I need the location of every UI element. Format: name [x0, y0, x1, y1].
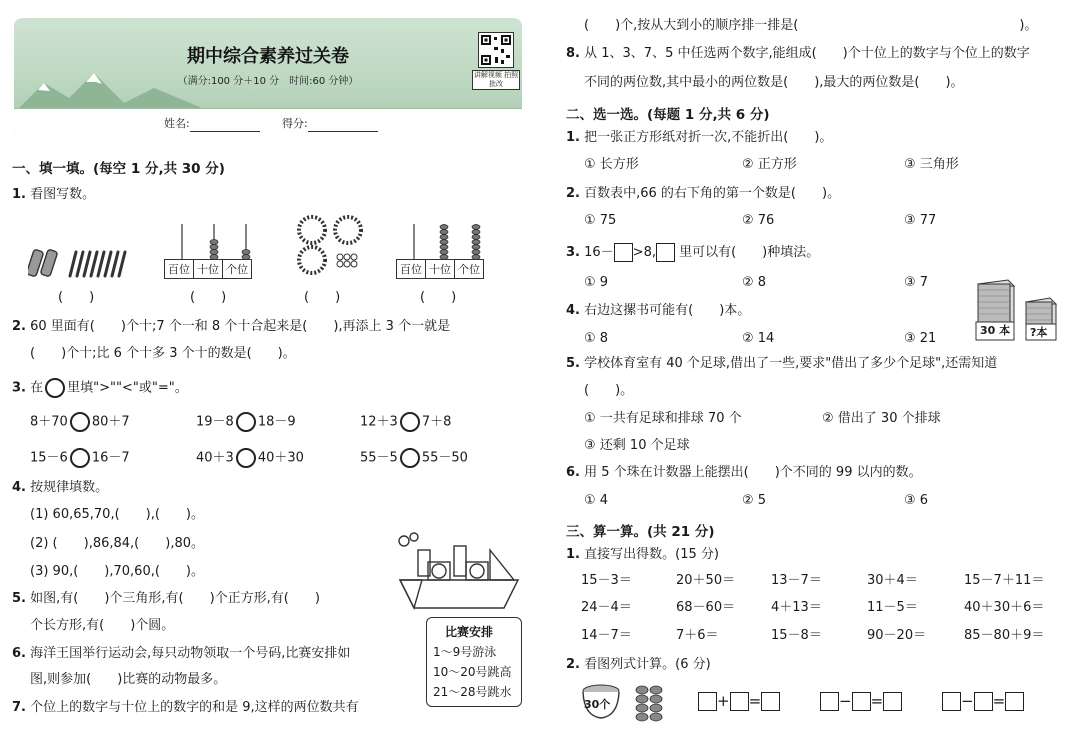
choice-5-line1: 5. 学校体育室有 40 个足球,借出了一些,要求"借出了多少个足球",还需知道 [566, 356, 998, 371]
blank-box[interactable] [614, 243, 633, 262]
competition-schedule-box [426, 617, 522, 707]
equation-1[interactable]: + = [698, 692, 780, 711]
bead-rings-icon [294, 212, 374, 276]
calc-item[interactable]: 7＋6＝ [676, 628, 719, 643]
exam-title: 期中综合素养过关卷 [187, 46, 349, 67]
hundreds-label: 百位 [397, 260, 426, 278]
calc-item[interactable]: 13－7＝ [771, 573, 822, 588]
choice-1-option-c[interactable]: ③ 三角形 [904, 157, 959, 172]
question-1: 1. 看图写数。 [12, 187, 96, 202]
choice-5-option-c[interactable]: ③ 还剩 10 个足球 [584, 438, 690, 453]
section-2-title: 二、选一选。(每题 1 分,共 6 分) [566, 107, 770, 123]
calc-item[interactable]: 24－4＝ [581, 600, 632, 615]
calc-item[interactable]: 15－8＝ [771, 628, 822, 643]
place-value-table-1 [164, 259, 252, 279]
question-2-line1: 2. 60 里面有( )个十;7 个一和 8 个十合起来是( ),再添上 3 个一就是 [12, 319, 451, 334]
calc-question-2: 2. 看图列式计算。(6 分) [566, 657, 711, 672]
name-field[interactable] [164, 116, 260, 132]
qr-caption: 讲解视频 拍照批改 [473, 71, 519, 88]
choice-6-option-a[interactable]: ① 4 [584, 493, 609, 508]
abacus-1-icon [166, 220, 264, 260]
question-7-continued[interactable]: ( )个,按从大到小的顺序排一排是( )。 [584, 18, 1038, 33]
question-7: 7. 个位上的数字与十位上的数字的和是 9,这样的两位数共有 [12, 700, 359, 715]
calc-item[interactable]: 11－5＝ [867, 600, 918, 615]
qr-code-icon[interactable] [478, 32, 514, 68]
compare-item-6[interactable]: 55－5 55－50 [360, 448, 468, 468]
choice-2-option-c[interactable]: ③ 77 [904, 213, 937, 228]
q4-sequence-2[interactable]: (2) ( ),86,84,( ),80。 [30, 536, 204, 551]
question-5-line2: 个长方形,有( )个圆。 [30, 618, 175, 633]
exam-header [14, 18, 522, 136]
question-6-line1: 6. 海洋王国举行运动会,每只动物领取一个号码,比赛安排如 [12, 646, 351, 661]
compare-item-4[interactable]: 15－6 16－7 [30, 448, 130, 468]
exam-subtitle: （满分:100 分＋10 分 时间:60 分钟） [177, 76, 359, 87]
choice-5-option-b[interactable]: ② 借出了 30 个排球 [822, 411, 941, 426]
calc-item[interactable]: 85－80＋9＝ [964, 628, 1045, 643]
choice-3-option-b[interactable]: ② 8 [742, 275, 767, 290]
choice-4: 4. 右边这摞书可能有( )本。 [566, 303, 751, 318]
equation-2[interactable]: − = [820, 692, 902, 711]
score-label: 得分: [282, 117, 308, 130]
choice-1-option-a[interactable]: ① 长方形 [584, 157, 639, 172]
section-3-title: 三、算一算。(共 21 分) [566, 524, 715, 540]
sticks-bundle-icon [28, 246, 132, 280]
compare-item-5[interactable]: 40＋3 40＋30 [196, 448, 304, 468]
calc-item[interactable]: 30＋4＝ [867, 573, 918, 588]
calc-item[interactable]: 90－20＝ [867, 628, 927, 643]
choice-2: 2. 百数表中,66 的右下角的第一个数是( )。 [566, 186, 841, 201]
tens-label: 十位 [426, 260, 455, 278]
schedule-item-highjump: 10～20号跳高 [433, 665, 512, 679]
compare-item-3[interactable]: 12＋3 7＋8 [360, 412, 451, 432]
compare-item-1[interactable]: 8＋70 80＋7 [30, 412, 130, 432]
question-8-line2: 不同的两位数,其中最小的两位数是( ),最大的两位数是( )。 [584, 75, 964, 90]
ones-label: 个位 [226, 263, 248, 276]
q1-answer-2[interactable]: ( ) [190, 290, 227, 305]
hundreds-label: 百位 [165, 260, 194, 278]
question-8-line1: 8. 从 1、3、7、5 中任选两个数字,能组成( )个十位上的数字与个位上的数字 [566, 46, 1030, 61]
balls-icon [634, 684, 674, 722]
choice-6-option-c[interactable]: ③ 6 [904, 493, 929, 508]
place-value-table-2 [396, 259, 484, 279]
choice-5-line2: ( )。 [584, 383, 634, 398]
q1-answer-3[interactable]: ( ) [304, 290, 341, 305]
compare-circle-icon [45, 378, 65, 398]
book-label-30: 30 本 [980, 324, 1011, 337]
compare-circle-icon[interactable] [400, 448, 420, 468]
abacus-2-icon [398, 220, 496, 260]
choice-4-option-b[interactable]: ② 14 [742, 331, 775, 346]
section-1-title: 一、填一填。(每空 1 分,共 30 分) [12, 161, 225, 177]
ones-label: 个位 [458, 263, 480, 276]
choice-2-option-b[interactable]: ② 76 [742, 213, 775, 228]
calc-item[interactable]: 4＋13＝ [771, 600, 822, 615]
choice-2-option-a[interactable]: ① 75 [584, 213, 617, 228]
choice-3: 3. 16－ >8, 里可以有( )种填法。 [566, 245, 820, 260]
schedule-item-swim: 1～9号游泳 [433, 645, 497, 659]
shape-ship-figure [394, 532, 524, 612]
book-label-unknown: ?本 [1030, 326, 1048, 339]
q4-sequence-3[interactable]: (3) 90,( ),70,60,( )。 [30, 564, 204, 579]
compare-item-2[interactable]: 19－8 18－9 [196, 412, 296, 432]
calc-item[interactable]: 40＋30＋6＝ [964, 600, 1045, 615]
choice-4-option-c[interactable]: ③ 21 [904, 331, 937, 346]
choice-3-option-a[interactable]: ① 9 [584, 275, 609, 290]
compare-circle-icon[interactable] [400, 412, 420, 432]
student-info-bar [14, 108, 522, 136]
calc-item[interactable]: 20＋50＝ [676, 573, 736, 588]
compare-circle-icon[interactable] [70, 412, 90, 432]
calc-item[interactable]: 15－3＝ [581, 573, 632, 588]
q4-sequence-1[interactable]: (1) 60,65,70,( ),( )。 [30, 507, 204, 522]
choice-4-option-a[interactable]: ① 8 [584, 331, 609, 346]
score-field[interactable] [282, 116, 378, 132]
blank-box[interactable] [656, 243, 675, 262]
question-3: 3. 在 里填">""<"或"="。 [12, 378, 188, 398]
tens-label: 十位 [194, 260, 223, 278]
question-4: 4. 按规律填数。 [12, 480, 109, 495]
schedule-item-dive: 21～28号跳水 [433, 685, 512, 699]
name-label: 姓名: [164, 117, 190, 130]
compare-circle-icon[interactable] [236, 448, 256, 468]
calc-item[interactable]: 68－60＝ [676, 600, 736, 615]
choice-1-option-b[interactable]: ② 正方形 [742, 157, 797, 172]
question-5-line1: 5. 如图,有( )个三角形,有( )个正方形,有( ) [12, 591, 320, 606]
basket-label: 30个 [584, 698, 611, 711]
choice-3-option-c[interactable]: ③ 7 [904, 275, 929, 290]
choice-6-option-b[interactable]: ② 5 [742, 493, 767, 508]
calc-item[interactable]: 15－7＋11＝ [964, 573, 1045, 588]
equation-3[interactable]: − = [942, 692, 1024, 711]
schedule-title: 比赛安排 [445, 625, 494, 639]
calc-question-1: 1. 直接写出得数。(15 分) [566, 547, 719, 562]
q1-answer-4[interactable]: ( ) [420, 290, 457, 305]
choice-5-option-a[interactable]: ① 一共有足球和排球 70 个 [584, 411, 742, 426]
question-6-line2: 图,则参加( )比赛的动物最多。 [30, 672, 227, 687]
question-2-line2: ( )个十;比 6 个十多 3 个十的数是( )。 [30, 346, 296, 361]
choice-1: 1. 把一张正方形纸对折一次,不能折出( )。 [566, 130, 833, 145]
calc-item[interactable]: 14－7＝ [581, 628, 632, 643]
choice-6: 6. 用 5 个珠在计数器上能摆出( )个不同的 99 以内的数。 [566, 465, 922, 480]
q1-answer-1[interactable]: ( ) [58, 290, 95, 305]
compare-circle-icon[interactable] [236, 412, 256, 432]
compare-circle-icon[interactable] [70, 448, 90, 468]
